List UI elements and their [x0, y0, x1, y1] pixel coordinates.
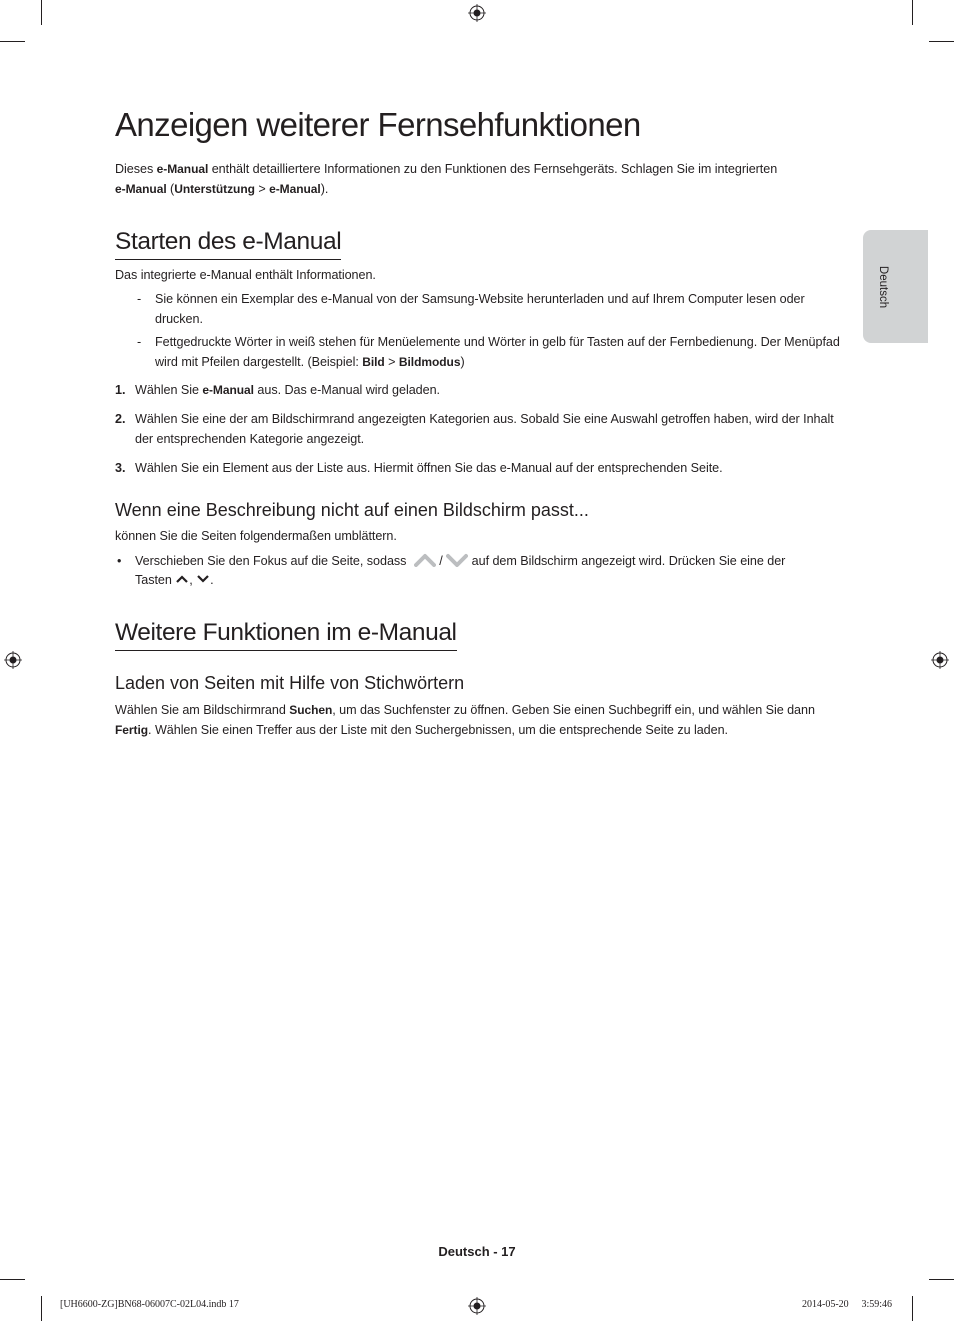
bullet-mark: •: [117, 554, 122, 568]
intro-text: Dieses: [115, 162, 157, 176]
down-arrow-button-icon: [446, 553, 468, 567]
step-number: 2.: [115, 412, 126, 426]
menu-term: e-Manual: [115, 181, 167, 196]
bullet-text-line2: Tasten , .: [135, 573, 214, 587]
crop-mark: [912, 1296, 913, 1321]
step-number: 1.: [115, 383, 126, 397]
up-arrow-button-icon: [414, 553, 436, 567]
page-number: Deutsch - 17: [438, 1244, 516, 1259]
subsection-heading: Laden von Seiten mit Hilfe von Stichwörtern: [115, 673, 465, 693]
section-heading: [115, 228, 341, 260]
registration-mark-icon: [4, 651, 22, 669]
section-heading-text: Weitere Funktionen im e-Manual: [115, 619, 457, 651]
page-title: Anzeigen weiterer Fernsehfunktionen: [115, 106, 641, 143]
note-text: Fettgedruckte Wörter in weiß stehen für Menüelemente und Wörter in gelb für Tasten auf der Fernbedienung. Der Menüpfad wird mit Pfeilen dargestellt. (Beispiel: Bild > Bildmodus): [155, 335, 840, 369]
language-side-label: Deutsch: [877, 265, 889, 308]
section-heading: [115, 619, 457, 651]
menu-term: e-Manual: [156, 162, 209, 176]
section-lead: Das integrierte e-Manual enthält Informationen.: [115, 268, 376, 282]
crop-mark: [912, 0, 913, 25]
step-text: Wählen Sie eine der am Bildschirmrand angezeigten Kategorien aus. Sobald Sie eine Auswahl getroffen haben, wird der Inhalt der entsprechenden Kategorie angezeigt.: [135, 412, 834, 446]
registration-mark-icon: [468, 4, 486, 22]
bullet-text: Verschieben Sie den Fokus auf die Seite, sodass / auf dem Bildschirm angezeigt wird. Drücken Sie eine der: [135, 554, 786, 568]
print-slug-right: 2014-05-20 ￿ 3:59:46: [802, 1299, 892, 1310]
intro-text: (: [166, 181, 175, 196]
menu-term: Bildmodus: [398, 354, 461, 369]
menu-term: Suchen: [289, 703, 333, 717]
crop-mark: [929, 1279, 954, 1280]
section2-paragraph: Wählen Sie am Bildschirmrand Suchen, um das Suchfenster zu öffnen. Geben Sie einen Suchbegriff ein, und wählen Sie dann Fertig. Wählen Sie einen Treffer aus der Liste mit den Suchergebnissen, um die entsprechende Seite zu laden.: [115, 703, 815, 737]
note-dash: -: [137, 292, 142, 306]
menu-term: Fertig: [115, 722, 149, 737]
menu-term: e-Manual: [269, 181, 321, 196]
crop-mark: [41, 1296, 42, 1321]
menu-term: Bild: [362, 354, 385, 369]
note-dash: -: [137, 335, 142, 349]
registration-mark-icon: [468, 1297, 486, 1315]
crop-mark: [0, 1279, 25, 1280]
crop-mark: [41, 0, 42, 25]
crop-mark: [0, 41, 25, 42]
step-text: Wählen Sie ein Element aus der Liste aus. Hiermit öffnen Sie das e-Manual auf der entsprechenden Seite.: [135, 461, 723, 475]
intro-text: enthält detailliertere Informationen zu den Funktionen des Fernsehgeräts. Schlagen Sie im integrierten: [208, 162, 778, 176]
section-heading-text: Starten des e-Manual: [115, 228, 341, 260]
step-text: Wählen Sie e-Manual aus. Das e-Manual wird geladen.: [135, 383, 440, 397]
intro-paragraph: [115, 160, 840, 199]
subsection-lead: können Sie die Seiten folgendermaßen umblättern.: [115, 529, 397, 543]
chevron-up-icon: [175, 574, 189, 584]
menu-term: Unterstützung: [174, 181, 255, 196]
menu-term: e-Manual: [202, 383, 254, 397]
step-number: 3.: [115, 461, 126, 475]
intro-text: ).: [320, 181, 329, 196]
registration-mark-icon: [931, 651, 949, 669]
subsection-heading: Wenn eine Beschreibung nicht auf einen Bildschirm passt...: [115, 500, 589, 520]
crop-mark: [929, 41, 954, 42]
note-text: Sie können ein Exemplar des e-Manual von der Samsung-Website herunterladen und auf Ihrem Computer lesen oder drucken.: [155, 292, 805, 326]
intro-text: >: [254, 181, 270, 196]
print-slug-left: [UH6600-ZG]BN68-06007C-02L04.indb 17: [60, 1299, 239, 1310]
chevron-down-icon: [196, 574, 210, 584]
